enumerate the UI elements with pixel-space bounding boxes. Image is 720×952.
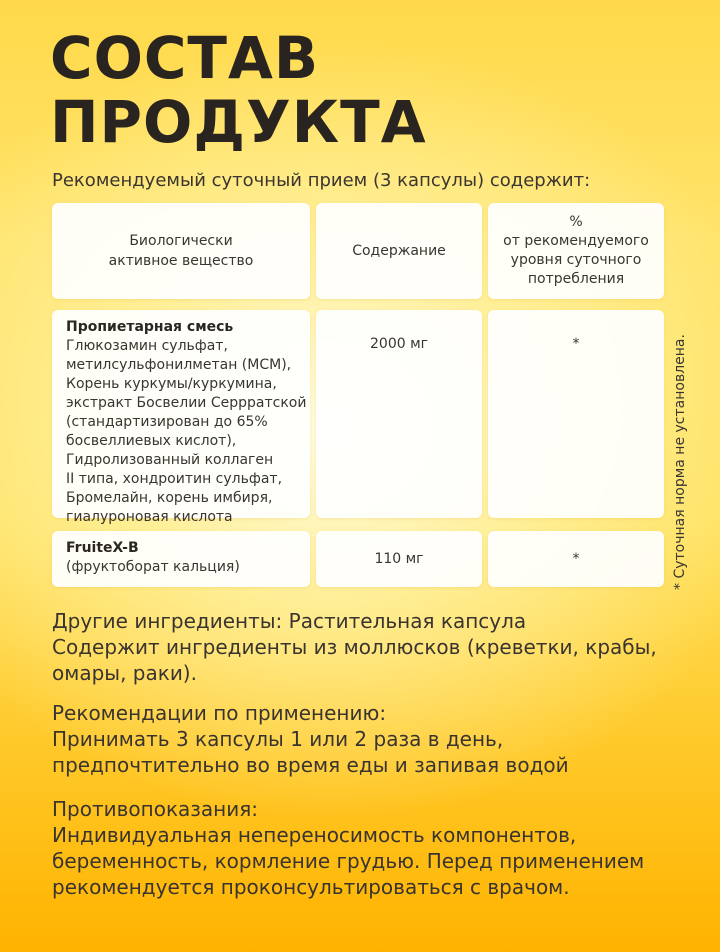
- substance-detail: босвеллиевых кислот),: [66, 433, 237, 449]
- paragraph-line: беременность, кормление грудью. Перед применением: [52, 849, 645, 873]
- paragraph-line: предпочтительно во время еды и запивая водой: [52, 753, 569, 777]
- paragraph-line: омары, раки).: [52, 661, 197, 685]
- paragraph-line: Принимать 3 капсулы 1 или 2 раза в день,: [52, 727, 504, 751]
- header-text: активное вещество: [108, 253, 254, 269]
- paragraph-line: Содержит ингредиенты из моллюсков (креветки, крабы,: [52, 635, 657, 659]
- table-row-2-amount: [316, 531, 482, 587]
- table-row-1-percent: [488, 310, 664, 518]
- substance-detail: (фруктоборат кальция): [66, 559, 240, 575]
- table-row-1-substance: [52, 310, 310, 525]
- contraindications-paragraph: [52, 796, 692, 900]
- substance-detail: метилсульфонилметан (МСМ),: [66, 357, 292, 373]
- header-text: потребления: [527, 271, 625, 287]
- table-row-1-amount: [316, 310, 482, 518]
- header-text: уровня суточного: [510, 252, 642, 268]
- table-row-2-substance: [52, 531, 310, 587]
- usage-paragraph: [52, 700, 692, 778]
- substance-detail: Глюкозамин сульфат,: [66, 338, 228, 354]
- header-active-substance: [52, 203, 310, 299]
- paragraph-line: Рекомендации по применению:: [52, 701, 387, 725]
- substance-detail: гиалуроновая кислота: [66, 509, 233, 525]
- other-ingredients-paragraph: [52, 608, 692, 686]
- paragraph-line: Индивидуальная непереносимость компонентов,: [52, 823, 577, 847]
- header-text: Биологически: [129, 233, 233, 249]
- paragraph-line: рекомендуется проконсультироваться с врачом.: [52, 875, 570, 899]
- title-line-1: СОСТАВ: [50, 24, 320, 92]
- substance-detail: (стандартизирован до 65%: [66, 414, 268, 430]
- percent-value: *: [572, 336, 580, 352]
- title-line-2: ПРОДУКТА: [50, 88, 427, 156]
- page-title: [50, 26, 427, 154]
- substance-name: Пропиетарная смесь: [66, 319, 234, 335]
- header-text: Содержание: [352, 243, 446, 259]
- header-text: от рекомендуемого: [503, 233, 649, 249]
- substance-detail: экстракт Босвелии Серрратской: [66, 395, 307, 411]
- amount-value: 2000 мг: [370, 336, 428, 352]
- table-row-2-percent: [488, 531, 664, 587]
- footnote-vertical: * Суточная норма не установлена.: [672, 334, 688, 590]
- header-daily-percent: [488, 203, 664, 299]
- substance-name: FruiteX-B: [66, 540, 139, 556]
- percent-value: *: [572, 551, 580, 567]
- paragraph-line: Противопоказания:: [52, 797, 259, 821]
- paragraph-line: Другие ингредиенты: Растительная капсула: [52, 609, 527, 633]
- substance-detail: Корень куркумы/куркумина,: [66, 376, 277, 392]
- amount-value: 110 мг: [374, 551, 424, 567]
- substance-detail: Гидролизованный коллаген: [66, 452, 274, 468]
- substance-detail: Бромелайн, корень имбиря,: [66, 490, 273, 506]
- header-text: %: [569, 214, 583, 230]
- subtitle: Рекомендуемый суточный прием (3 капсулы) содержит:: [52, 170, 591, 191]
- header-content: [316, 203, 482, 299]
- substance-detail: II типа, хондроитин сульфат,: [66, 471, 283, 487]
